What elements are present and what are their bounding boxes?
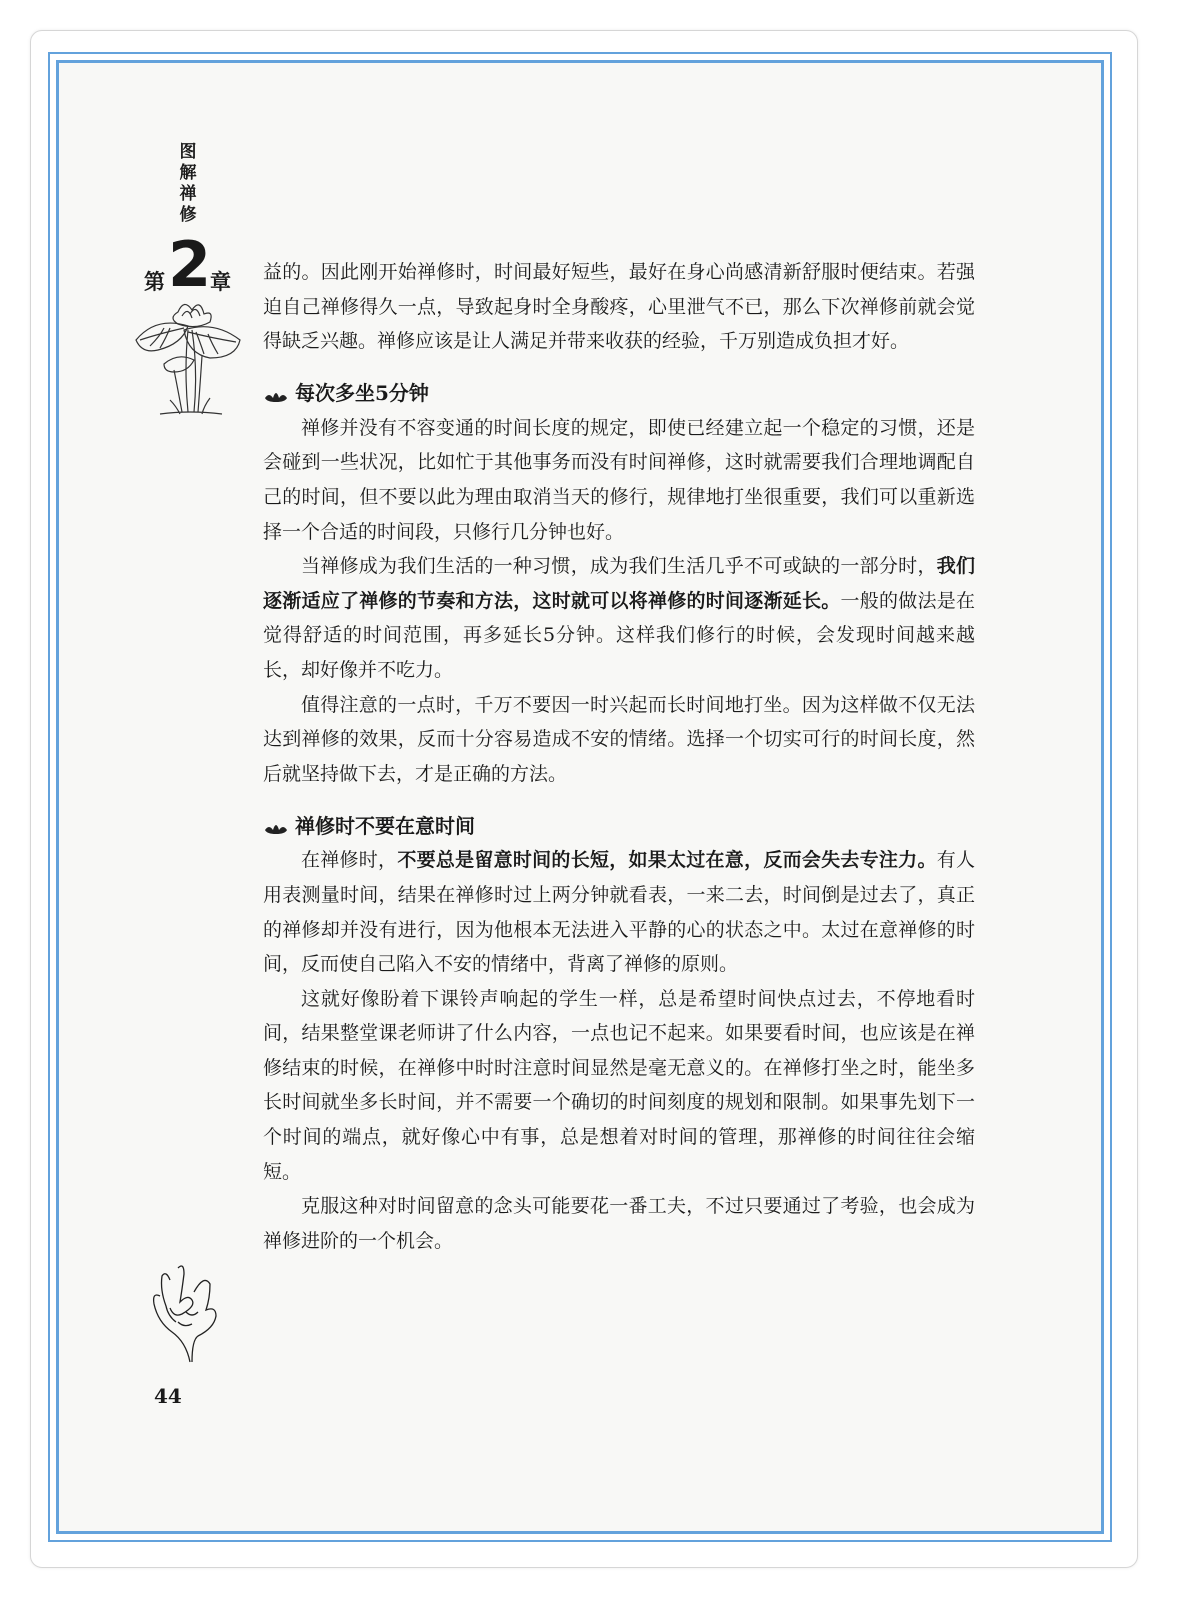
lotus-bullet-icon bbox=[263, 386, 289, 402]
text-run: 一般的做法是在觉得舒适的时间范围，再多延长5分钟。这样我们修行的时候，会发现时间越来越长，却好像并不吃力。 bbox=[263, 589, 975, 681]
chapter-suffix: 章 bbox=[210, 270, 231, 294]
page-number: 44 bbox=[154, 1384, 182, 1408]
text-run: 有人用表测量时间，结果在禅修时过上两分钟就看表，一来二去，时间倒是过去了，真正的禅修却并没有进行，因为他根本无法进入平静的心的状态之中。太过在意禅修的时间，反而使自己陷入不安的情绪中，背离了禅修的原则。 bbox=[263, 849, 975, 976]
lotus-bullet-icon bbox=[263, 818, 289, 834]
mudra-hand-illustration bbox=[148, 1262, 226, 1366]
text-run: 当禅修成为我们生活的一种习惯，成为我们生活几乎不可或缺的一部分时， bbox=[301, 555, 937, 578]
book-title-char: 图 bbox=[179, 142, 197, 162]
book-title-char: 解 bbox=[179, 163, 197, 183]
paragraph: 益的。因此刚开始禅修时，时间最好短些，最好在身心尚感清新舒服时便结束。若强迫自己禅修得久一点，导致起身时全身酸疼，心里泄气不已，那么下次禅修前就会觉得缺乏兴趣。禅修应该是让人满足并带来收获的经验，千万别造成负担才好。 bbox=[263, 261, 975, 353]
lotus-illustration bbox=[130, 290, 250, 420]
section-heading-text: 每次多坐5分钟 bbox=[295, 381, 429, 406]
page-body bbox=[263, 255, 975, 1258]
book-title-vertical bbox=[176, 142, 200, 226]
paragraph bbox=[263, 549, 975, 687]
paragraph bbox=[263, 843, 975, 981]
chapter-number: 2 bbox=[168, 228, 212, 301]
paragraph: 克服这种对时间留意的念头可能要花一番工夫，不过只要通过了考验，也会成为禅修进阶的一个机会。 bbox=[263, 1195, 975, 1252]
paragraph: 这就好像盼着下课铃声响起的学生一样，总是希望时间快点过去，不停地看时间，结果整堂课老师讲了什么内容，一点也记不起来。如果要看时间，也应该是在禅修结束的时候，在禅修中时时注意时间显然是毫无意义的。在禅修打坐之时，能坐多长时间就坐多长时间，并不需要一个确切的时间刻度的规划和限制。如果事先划下一个时间的端点，就好像心中有事，总是想着对时间的管理，那禅修的时间往往会缩短。 bbox=[263, 987, 975, 1183]
paragraph: 值得注意的一点时，千万不要因一时兴起而长时间地打坐。因为这样做不仅无法达到禅修的效果，反而十分容易造成不安的情绪。选择一个切实可行的时间长度，然后就坚持做下去，才是正确的方法。 bbox=[263, 693, 975, 785]
book-title-char: 修 bbox=[179, 205, 197, 225]
text-run: 在禅修时， bbox=[301, 849, 398, 872]
book-title-char: 禅 bbox=[179, 184, 197, 204]
section-heading-text: 禅修时不要在意时间 bbox=[295, 814, 475, 839]
section-heading bbox=[263, 809, 975, 843]
section-heading bbox=[263, 377, 975, 411]
bold-text: 我们逐渐适应了禅修的节奏和方法，这时就可以将禅修的时间逐渐延长。 bbox=[263, 555, 975, 612]
chapter-prefix: 第 bbox=[144, 270, 165, 294]
paragraph: 禅修并没有不容变通的时间长度的规定，即使已经建立起一个稳定的习惯，还是会碰到一些状况，比如忙于其他事务而没有时间禅修，这时就需要我们合理地调配自己的时间，但不要以此为理由取消当天的修行，规律地打坐很重要，我们可以重新选择一个合适的时间段，只修行几分钟也好。 bbox=[263, 416, 975, 543]
bold-text: 不要总是留意时间的长短，如果太过在意，反而会失去专注力。 bbox=[397, 849, 937, 872]
